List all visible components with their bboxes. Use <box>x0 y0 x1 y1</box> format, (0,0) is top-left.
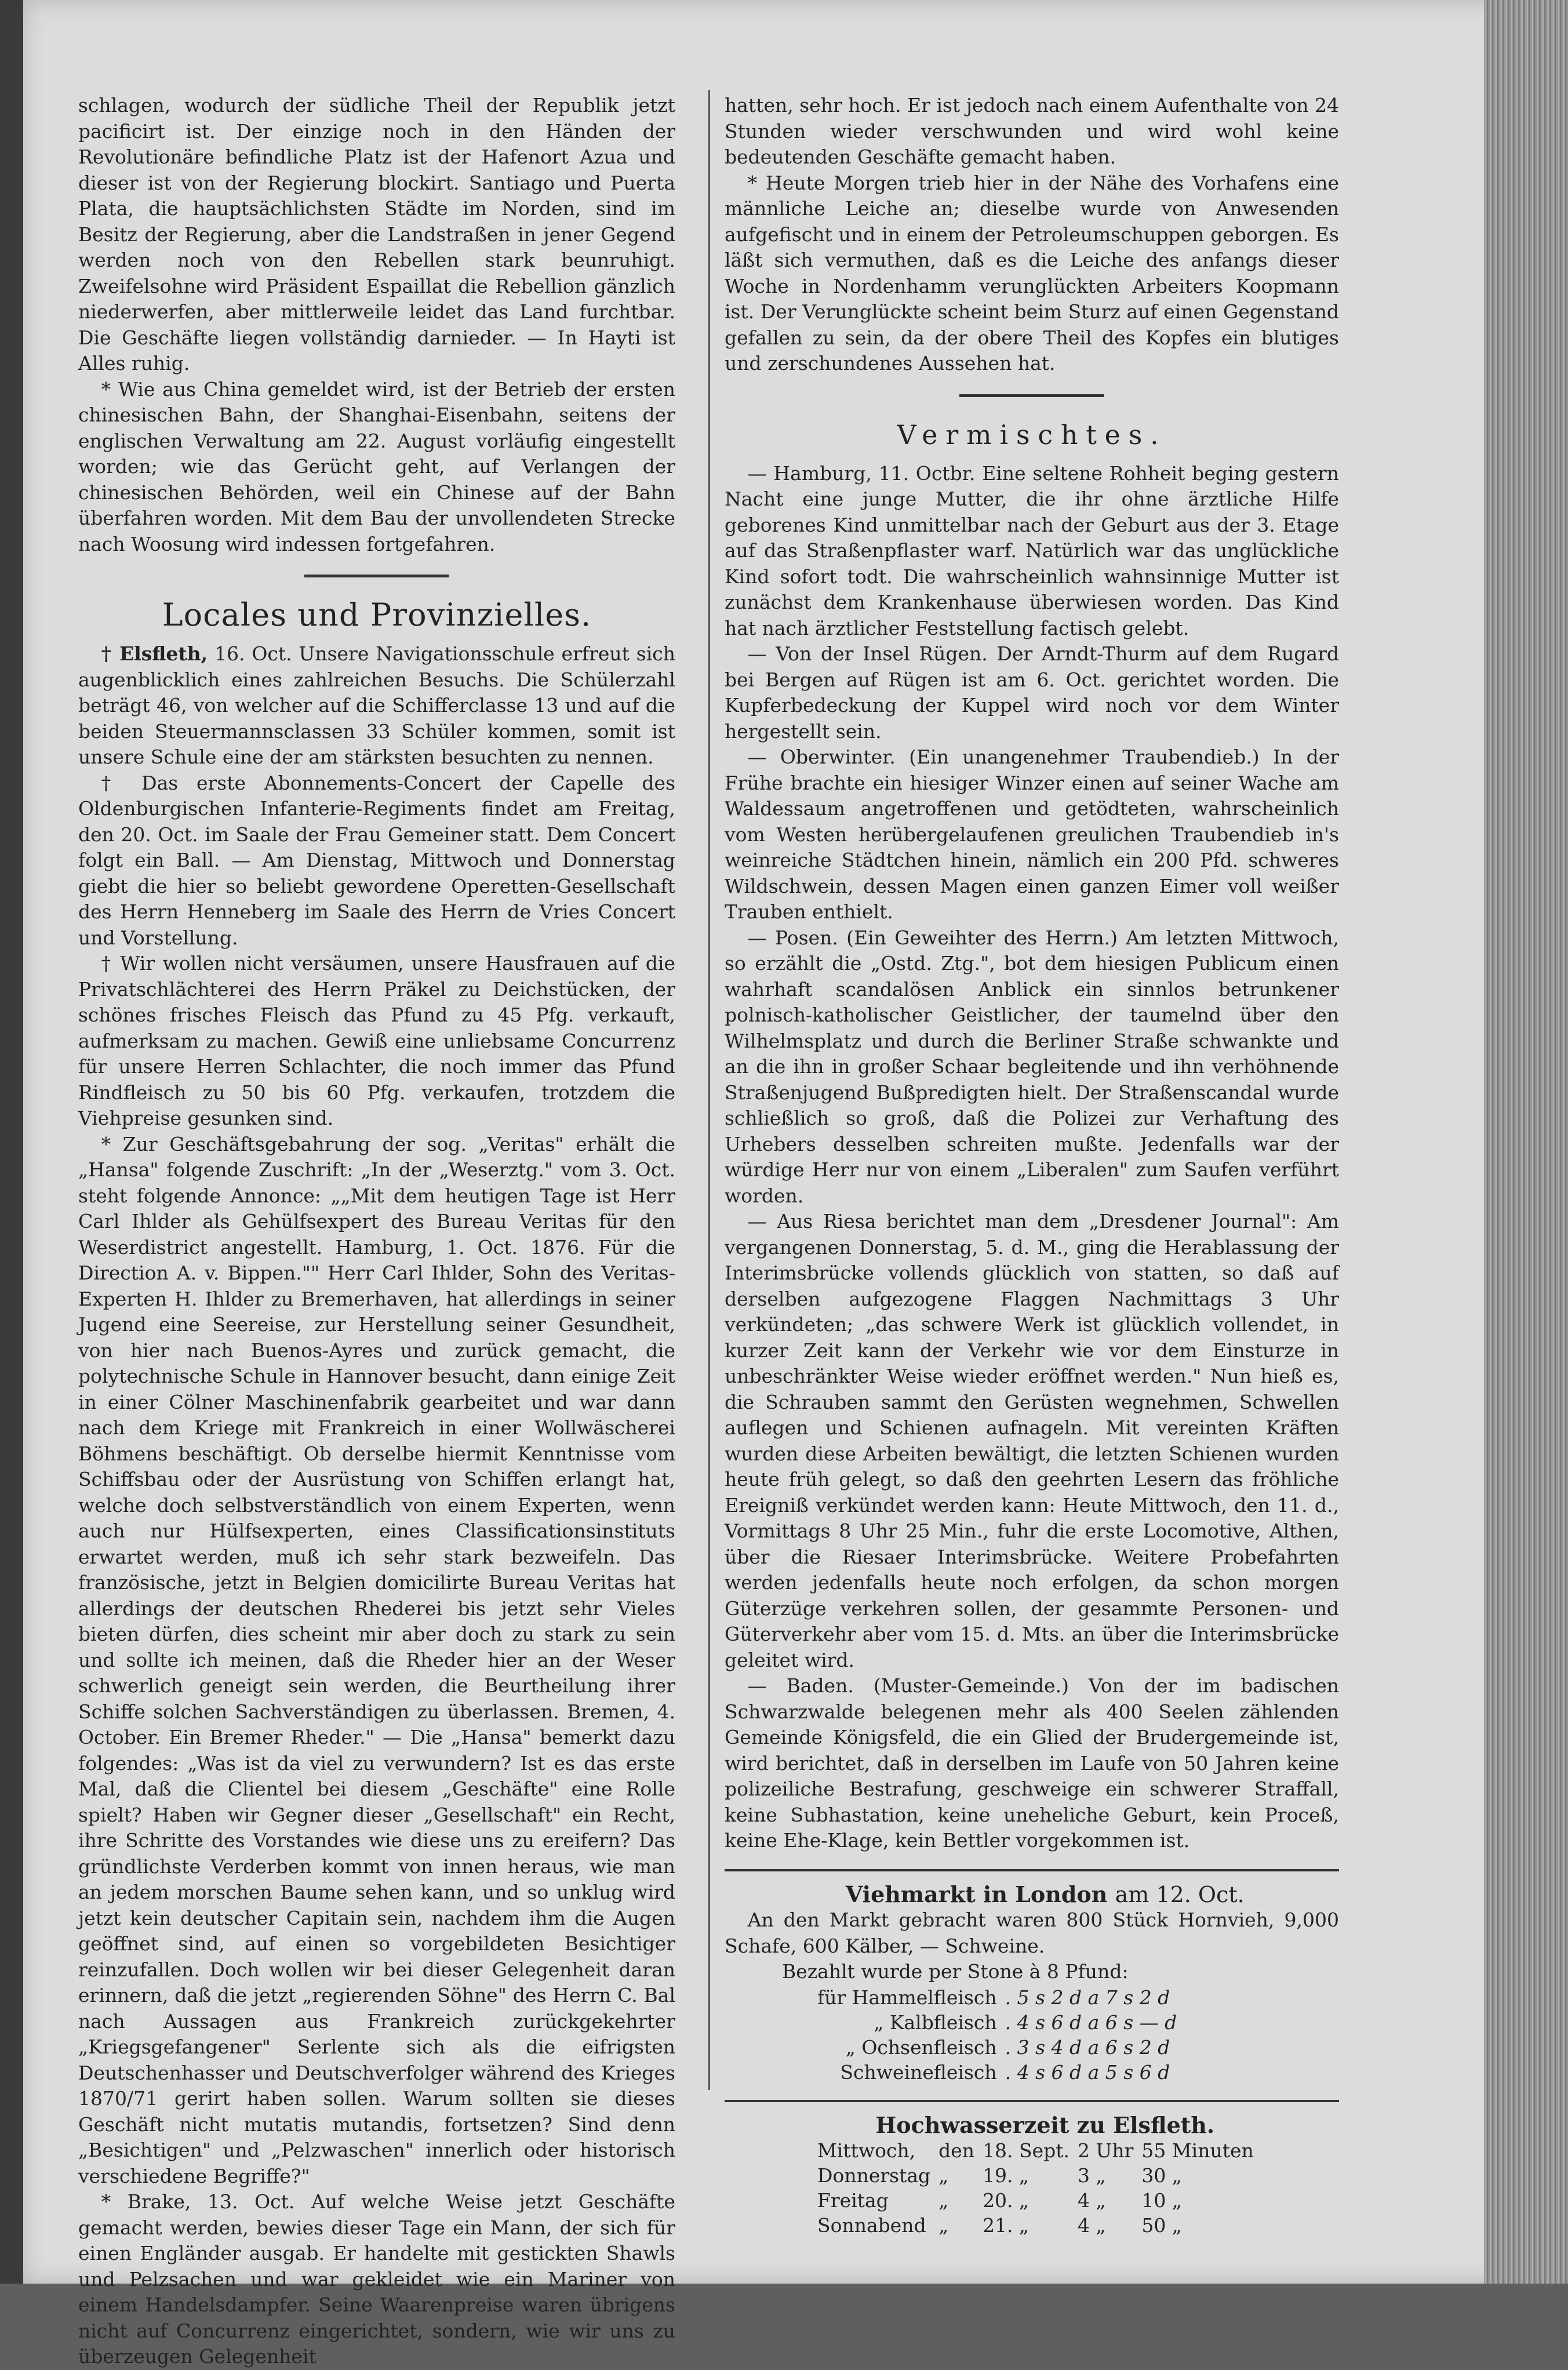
article-posen: — Posen. (Ein Geweihter des Herrn.) Am letzten Mittwoch, so erzählt die „Ostd. Ztg.", bot dem hiesigen Publicum einen wahrhaft scandalösen Anblick ein sinnlos betrunkener polnisch-katholischer Geistlicher, der taumelnd über den Wilhelmsplatz und durch die Berliner Straße schwankte und an die ihn in großer Schaar begleitende und ihn verhöhnende Straßenjugend Bußpredigten hielt. Der Straßenscandal wurde schließlich so groß, daß die Polizei zur Verhaftung des Urhebers desselben schreiten mußte. Jedenfalls war der würdige Herr nur von einem „Liberalen" zum Saufen verführt worden. <box>725 926 1339 1207</box>
table-row <box>817 2010 1185 2035</box>
hw-den: „ <box>938 2214 949 2237</box>
table-row <box>817 2213 1262 2238</box>
hw-minutes: 10 „ <box>1141 2189 1182 2212</box>
article-hamburg: — Hamburg, 11. Octbr. Eine seltene Rohheit beging gestern Nacht eine junge Mutter, die ihr ohne ärztliche Hilfe geborenes Kind unmittelbar nach der Geburt aus der 3. Etage auf das Straßenpflaster warf. Natürlich war das unglückliche Kind sofort todt. Die wahrscheinlich wahnsinnige Mutter ist zunächst dem Krankenhause überwiesen worden. Das Kind hat nach ärztlicher Feststellung factisch gelebt. <box>725 461 1339 639</box>
hw-minutes: 30 „ <box>1141 2164 1182 2187</box>
article-china: * Wie aus China gemeldet wird, ist der Betrieb der ersten chinesischen Bahn, der Shanghai-Eisenbahn, seitens der englischen Verwaltung am 22. August vorläufig eingestellt worden; wie das Gerücht geht, auf Verlangen der chinesischen Behörden, weil ein Chinese auf der Bahn überfahren worden. Mit dem Bau der unvollendeten Strecke nach Woosung wird indessen fortgefahren. <box>78 377 675 555</box>
column-right <box>725 93 1339 2238</box>
page-stack-edges <box>1484 0 1568 2284</box>
dateline-elsfleth: † Elsfleth, <box>101 642 208 665</box>
hw-hour: 4 „ <box>1078 2214 1106 2237</box>
hochwasser-title: Hochwasserzeit zu Elsfleth. <box>875 2111 1215 2138</box>
table-row <box>817 2035 1185 2060</box>
article-leiche: * Heute Morgen trieb hier in der Nähe des Vorhafens eine männliche Leiche an; dieselbe wurde von Anwesenden aufgefischt und in einem der Petroleumschuppen geborgen. Es läßt sich vermuthen, daß es die Leiche des anfangs dieser Woche in Nordenhamm verunglückten Arbeiters Koopmann ist. Der Verunglückte scheint beim Sturz auf einen Gegenstand gefallen zu sein, da der obere Theil des Kopfes ein blutiges und zerschundenes Aussehen hat. <box>725 171 1339 375</box>
price-label: für Hammelfleisch <box>817 1986 997 2009</box>
price-value: . 5 s 2 d a 7 s 2 d <box>1005 1986 1170 2009</box>
hw-den: „ <box>938 2164 949 2187</box>
viehmarkt-date: am 12. Oct. <box>1115 1881 1245 1907</box>
hw-den: „ <box>938 2189 949 2212</box>
table-row <box>817 2138 1262 2163</box>
section-heading-vermischtes: Vermischtes. <box>897 419 1167 450</box>
section-rule-viehmarkt <box>725 1869 1339 1871</box>
hochwasser-table <box>817 2138 1262 2238</box>
article-concert: † Das erste Abonnements-Concert der Capelle des Oldenburgischen Infanterie-Regiments findet am Freitag, den 20. Oct. im Saale der Frau Gemeiner statt. Dem Concert folgt ein Ball. — Am Dienstag, Mittwoch und Donnerstag giebt die hier so beliebt gewordene Operetten-Gesellschaft des Herrn Henneberg im Saale des Herrn de Vries Concert und Vorstellung. <box>78 771 675 949</box>
hw-day: Sonnabend <box>817 2214 926 2237</box>
section-rule-hochwasser <box>725 2100 1339 2102</box>
hw-day: Mittwoch, <box>817 2139 916 2162</box>
section-rule <box>959 394 1104 397</box>
article-brake-continued: hatten, sehr hoch. Er ist jedoch nach einem Aufenthalte von 24 Stunden wieder verschwunden und wird wohl keine bedeutenden Geschäfte gemacht haben. <box>725 94 1339 168</box>
article-fleisch: † Wir wollen nicht versäumen, unsere Hausfrauen auf die Privatschlächterei des Herrn Präkel zu Deichstücken, der schönes frisches Fleisch das Pfund zu 45 Pfg. verkauft, aufmerksam zu machen. Gewiß eine unliebsame Concurrenz für unsere Herren Schlachter, die noch immer das Pfund Rindfleisch zu 50 bis 60 Pfg. verkaufen, trotzdem die Viehpreise gesunken sind. <box>78 952 675 1129</box>
price-value: . 4 s 6 d a 6 s — d <box>1005 2011 1177 2034</box>
section-rule <box>304 575 449 577</box>
viehmarkt-price-table <box>817 1985 1185 2085</box>
hw-hour: 3 „ <box>1078 2164 1106 2187</box>
price-value: . 4 s 6 d a 5 s 6 d <box>1005 2060 1170 2084</box>
price-value: . 3 s 4 d a 6 s 2 d <box>1005 2035 1170 2059</box>
article-elsfleth-text: 16. Oct. Unsere Navigationsschule erfreut sich augenblicklich eines zahlreichen Besuchs. Die Schülerzahl beträgt 46, von welcher auf die Schifferclasse 13 und auf die beiden Steuermannsclassen 33 Schüler kommen, somit ist unsere Schule eine der am stärksten besuchten zu nennen. <box>78 642 675 768</box>
hw-day: Donnerstag <box>817 2164 931 2187</box>
price-label: „ Ochsenfleisch <box>845 2035 997 2059</box>
hw-date: 21. „ <box>983 2214 1029 2237</box>
price-label: „ Kalbfleisch <box>874 2011 997 2034</box>
hw-den: den <box>938 2139 975 2162</box>
hw-day: Freitag <box>817 2189 889 2212</box>
viehmarkt-title-line <box>725 1882 1339 1908</box>
article-brake: * Brake, 13. Oct. Auf welche Weise jetzt Geschäfte gemacht werden, bewies dieser Tage ein Mann, der sich für einen Engländer ausgab. Er handelte mit gestickten Shawls und Pelzsachen und war gekleidet wie ein Mariner von einem Handelsdampfer. Seine Waarenpreise waren übrigens nicht auf Concurrenz eingerichtet, sondern, wie wir uns zu überzeugen Gelegenheit <box>78 2190 675 2368</box>
table-row <box>817 2163 1262 2188</box>
hw-date: 20. „ <box>983 2189 1029 2212</box>
viehmarkt-subhead: Bezahlt wurde per Stone à 8 Pfund: <box>782 1960 1129 1983</box>
hw-minutes: 55 Minuten <box>1141 2139 1254 2162</box>
hw-minutes: 50 „ <box>1141 2214 1182 2237</box>
article-riesa: — Aus Riesa berichtet man dem „Dresdener Journal": Am vergangenen Donnerstag, 5. d. M., ging die Herablassung der Interimsbrücke vollends glücklich von statten, so daß auf derselben aufgezogene Flaggen Nachmittags 3 Uhr verkündeten; „das schwere Werk ist glücklich vollendet, in kurzer Zeit kann der Verkehr wie vor dem Einsturze in unbeschränkter Weise wieder eröffnet werden." Nun hieß es, die Schrauben sammt den Gerüsten wegnehmen, Schwellen auflegen und Schienen aufnageln. Mit vereinten Kräften wurden diese Arbeiten bewältigt, die letzten Schienen wurden heute früh gelegt, so daß den geehrten Lesern das fröhliche Ereigniß verkündet werden kann: Heute Mittwoch, den 11. d., Vormittags 8 Uhr 25 Min., fuhr die erste Locomotive, Althen, über die Riesaer Interimsbrücke. Weitere Probefahrten werden jedenfalls heute noch erfolgen, da schon morgen Güterzüge verkehren sollen, der gesammte Personen- und Güterverkehr aber vom 15. d. Mts. an über die Interimsbrücke geleitet wird. <box>725 1210 1339 1671</box>
hw-hour: 2 Uhr <box>1078 2139 1134 2162</box>
column-left <box>78 93 675 2370</box>
hw-hour: 4 „ <box>1078 2189 1106 2212</box>
table-row <box>817 2188 1262 2213</box>
table-row <box>817 2060 1185 2085</box>
table-row <box>817 1985 1185 2010</box>
article-baden: — Baden. (Muster-Gemeinde.) Von der im badischen Schwarzwalde belegenen mehr als 400 Seelen zählenden Gemeinde Königsfeld, die ein Glied der Brudergemeinde ist, wird berichtet, daß in derselben im Laufe von 50 Jahren keine polizeiliche Bestrafung, geschweige ein schwerer Straffall, keine Subhastation, keine uneheliche Geburt, kein Proceß, keine Ehe-Klage, kein Bettler vorgekommen ist. <box>725 1674 1339 1852</box>
column-divider <box>708 90 710 2090</box>
article-elsfleth <box>78 641 675 770</box>
price-label: Schweinefleisch <box>840 2060 997 2084</box>
article-oberwinter: — Oberwinter. (Ein unangenehmer Traubendieb.) In der Frühe brachte ein hiesiger Winzer einen auf seiner Wache am Waldessaum angetroffenen und getödteten, wahrscheinlich vom Westen herübergelaufenen greulichen Traubendieb in's weinreiche Städtchen hinein, nämlich ein 200 Pfd. schweres Wildschwein, dessen Magen einen ganzen Eimer voll weißer Trauben enthielt. <box>725 746 1339 923</box>
section-heading-locales: Locales und Provinzielles. <box>162 597 592 633</box>
hw-date: 18. Sept. <box>983 2139 1070 2162</box>
article-veritas: * Zur Geschäftsgebahrung der sog. „Veritas" erhält die „Hansa" folgende Zuschrift: „In der „Weserztg." vom 3. Oct. steht folgende Annonce: „„Mit dem heutigen Tage ist Herr Carl Ihlder als Gehülfsexpert des Bureau Veritas für den Weserdistrict angestellt. Hamburg, 1. Oct. 1876. Für die Direction A. v. Bippen."" Herr Carl Ihlder, Sohn des Veritas-Experten H. Ihlder zu Bremerhaven, hat allerdings in seiner Jugend eine Seereise, zur Herstellung seiner Gesundheit, von hier nach Buenos-Ayres und zurück gemacht, die polytechnische Schule in Hannover besucht, dann einige Zeit in einer Cölner Maschinenfabrik gearbeitet und war dann nach dem Kriege mit Frankreich in einer Wollwäscherei Böhmens beschäftigt. Ob derselbe hiermit Kenntnisse vom Schiffsbau oder der Ausrüstung von Schiffen erlangt hat, welche doch selbstverständlich von einem Experten, wenn auch nur Hülfsexperten, eines Classificationsinstituts erwartet werden, muß ich sehr stark bezweifeln. Das französische, jetzt in Belgien domicilirte Bureau Veritas hat allerdings der deutschen Rhederei bis jetzt sehr Vieles bieten dürfen, dies scheint mir aber doch zu stark zu sein und sollte ich meinen, daß die Rheder hier an der Weser schwerlich geneigt sein werden, die Beurtheilung ihrer Schiffe solchen Sachverständigen zu überlassen. Bremen, 4. October. Ein Bremer Rheder." — Die „Hansa" bemerkt dazu folgendes: „Was ist da viel zu verwundern? Ist es das erste Mal, daß die Clientel bei diesem „Geschäfte" eine Rolle spielt? Haben wir Gegner dieser „Gesellschaft" ein Recht, ihre Schritte des Vorstandes wie diese uns zu ereifern? Das gründlichste Verderben kommt von innen heraus, wie man an jedem morschen Baume sehen kann, und so unklug wird jetzt kein deutscher Capitain sein, nachdem ihm die Augen geöffnet sind, auf einen so vorgebildeten Besichtiger reinzufallen. Doch wollen wir bei dieser Gelegenheit daran erinnern, daß die jetzt „regierenden Söhne" des Herrn C. Bal nach Aussagen aus Frankreich zurückgekehrter „Kriegsgefangener" Serlente sich als die eifrigsten Deutschenhasser und Deutschverfolger während des Krieges 1870/71 gerirt haben sollen. Warum sollten sie dieses Geschäft nicht mutatis mutandis, fortsetzen? Sind denn „Besichtigen" und „Pelzwaschen" innerlich oder historisch verschiedene Begriffe?" <box>78 1132 675 2187</box>
viehmarkt-intro: An den Markt gebracht waren 800 Stück Hornvieh, 9,000 Schafe, 600 Kälber, — Schweine. <box>725 1909 1339 1957</box>
article-ruegen: — Von der Insel Rügen. Der Arndt-Thurm auf dem Rugard bei Bergen auf Rügen ist am 6. Oct. gerichtet worden. Die Kupferbedeckung der Kuppel wird noch vor dem Winter hergestellt sein. <box>725 642 1339 743</box>
article-santo-domingo: schlagen, wodurch der südliche Theil der Republik jetzt pacificirt ist. Der einzige noch in den Händen der Revolutionäre befindliche Platz ist der Hafenort Azua und dieser ist von der Regierung blockirt. Santiago und Puerta Plata, die hauptsächlichsten Städte im Norden, sind im Besitz der Regierung, aber die Landstraßen in jener Gegend werden noch von den Rebellen stark beunruhigt. Zweifelsohne wird Präsident Espaillat die Rebellion gänzlich niederwerfen, aber mittlerweile leidet das Land furchtbar. Die Geschäfte liegen vollständig darnieder. — In Hayti ist Alles ruhig. <box>78 94 675 375</box>
hw-date: 19. „ <box>983 2164 1029 2187</box>
viehmarkt-title: Viehmarkt in London <box>845 1881 1108 1907</box>
